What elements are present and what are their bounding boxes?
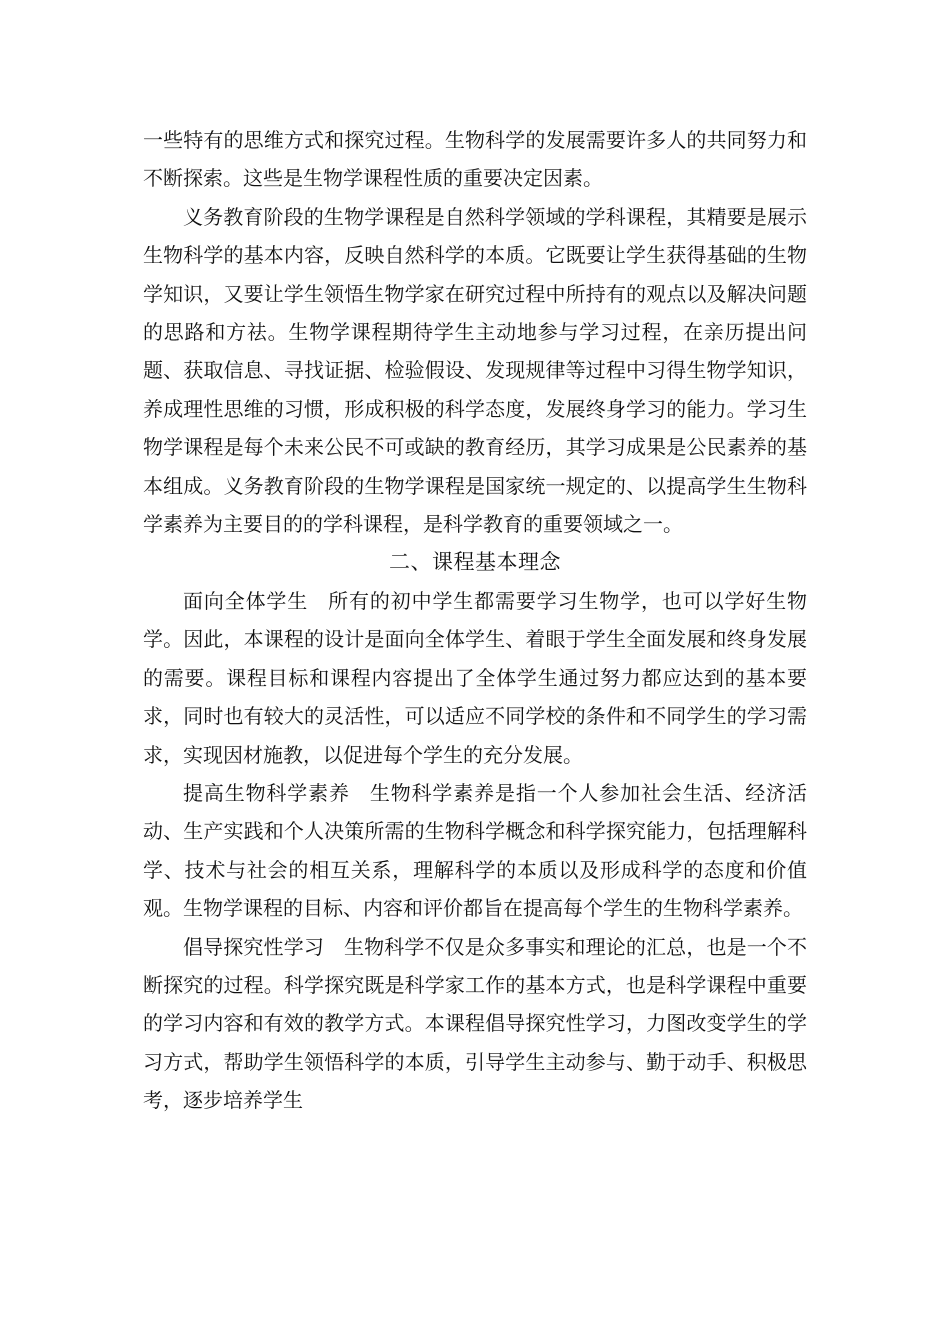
- paragraph-course-nature: 义务教育阶段的生物学课程是自然科学领域的学科课程，其精要是展示生物科学的基本内容，反映自然科学的本质。它既要让学生获得基础的生物学知识，又要让学生领悟生物学家在研究过程中所持有的观点以及解决问题的思路和方祛。生物学课程期待学生主动地参与学习过程，在亲历提出问题、获取信息、寻找证据、检验假设、发现规律等过程中习得生物学知识，养成理性思维的习惯，形成积极的科学态度，发展终身学习的能力。学习生物学课程是每个未来公民不可或缺的教育经历，其学习成果是公民素养的基本组成。义务教育阶段的生物学课程是国家统一规定的、以提高学生生物科学素养为主要目的的学科课程，是科学教育的重要领域之一。: [143, 204, 807, 537]
- paragraph-scientific-literacy: [143, 774, 807, 928]
- paragraph-lead-term: 面向全体学生: [183, 588, 309, 613]
- section-title: 二、课程基本理念: [389, 550, 561, 575]
- paragraph-text: 生物科学不仅是众多事实和理论的汇总，也是一个不断探究的过程。科学探究既是科学家工作的基本方式，也是科学课程中重要的学习内容和有效的教学方式。本课程倡导探究性学习，力图改变学生的学习方式，帮助学生领悟科学的本质，引导学生主动参与、勤于动手、积极思考，逐步培养学生: [143, 934, 808, 1113]
- paragraph-text: 生物科学素养是指一个人参加社会生活、经济活动、生产实践和个人决策所需的生物科学概念和科学探究能力，包括理解科学、技术与社会的相互关系，理解科学的本质以及形成科学的态度和价值观。生物学课程的目标、内容和评价都旨在提高每个学生的生物科学素养。: [143, 780, 808, 921]
- paragraph-continued: 一些特有的思维方式和探究过程。生物科学的发展需要许多人的共同努力和不断探索。这些是生物学课程性质的重要决定因素。: [143, 128, 807, 191]
- document-body: [143, 121, 807, 1120]
- paragraph-all-students: [143, 582, 807, 774]
- paragraph-lead-term: 倡导探究性学习: [183, 934, 324, 959]
- paragraph-inquiry-learning: [143, 928, 807, 1120]
- paragraph-lead-term: 提高生物科学素养: [183, 780, 350, 805]
- paragraph-text: 所有的初中学生都需要学习生物学，也可以学好生物学。因此，本课程的设计是面向全体学生、着眼于学生全面发展和终身发展的需要。课程目标和课程内容提出了全体学生通过努力都应达到的基本要求，同时也有较大的灵活性，可以适应不同学校的条件和不同学生的学习需求，实现因材施教，以促进每个学生的充分发展。: [143, 588, 808, 767]
